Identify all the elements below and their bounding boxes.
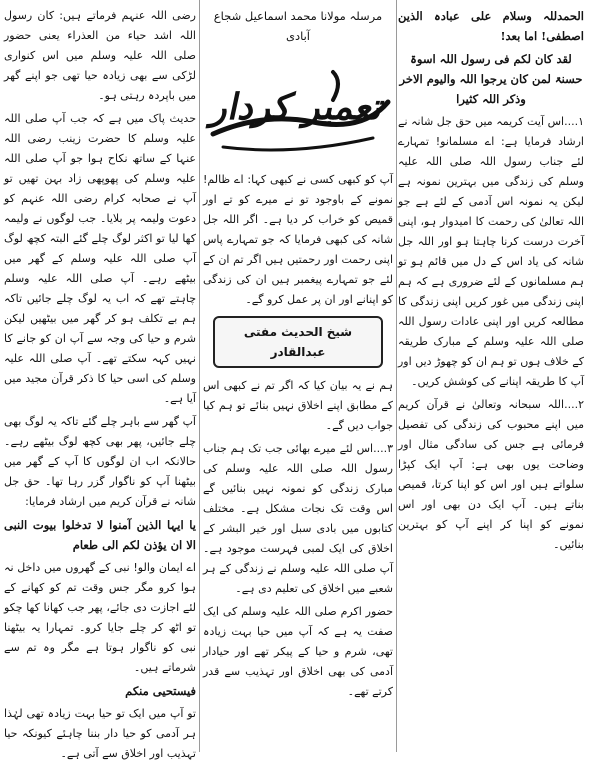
- author-byline: شیخ الحدیث مفتی عبدالقادر: [213, 316, 383, 368]
- quran-verse: فیستحیی منکم: [125, 684, 196, 698]
- column-divider: [199, 0, 200, 752]
- article-title: تعمیر کردار: [207, 86, 389, 128]
- paragraph: حضور اکرم صلی اللہ علیہ وسلم کی ایک صفت یہ ہے کہ آپ میں حیا بہت زیادہ تھی، شرم و حیا کے پیکر تھے اور حیادار آدمی کی بھی اخلاق اور تہذیب سے قدر کرتے تھے۔: [203, 605, 393, 698]
- right-column: [398, 6, 584, 752]
- compiler-credit: مرسلہ مولانا محمد اسماعیل شجاع آبادی: [213, 9, 383, 43]
- paragraph: حدیث پاک میں ہے کہ جب آپ صلی اللہ علیہ وسلم کا حضرت زینب رضی اللہ عنہا کے ساتھ نکاح ہوا جو آپ صلی اللہ علیہ وسلم کی پھوپھی زاد بہن تھیں تو آپ نے صحابہ کرام رضی اللہ عنہم کو دعوت ولیمہ پر بلایا۔ جب لوگوں نے ولیمہ کھا لیا تو اکثر لوگ چلے گئے البتہ کچھ لوگ آپ صلی اللہ علیہ وسلم کے گھر میں بیٹھے رہے۔ آپ صلی اللہ علیہ وسلم چاہتے تھے کہ اب یہ لوگ چلے جائیں تاکہ ہم بے تکلف ہو کر گھر میں بیٹھیں لیکن شرم و حیا کی وجہ سے آپ ان کو جانے کا نہیں کہہ سکتے تھے۔ آپ صلی اللہ علیہ وسلم کی اسی حیا کا ذکر قرآن مجید میں آیا ہے۔: [4, 112, 196, 405]
- paragraph: آپ گھر سے باہر چلے گئے تاکہ یہ لوگ بھی چلے جائیں، پھر بھی کچھ لوگ بیٹھے رہے۔ حالانکہ اب ان لوگوں کا آپ کے گھر میں بیٹھنا آپ کو ناگوار گزر رہا تھا۔ حق جل شانہ نے قرآن کریم میں ارشاد فرمایا:: [4, 415, 196, 508]
- article-title-calligraphy: [203, 52, 393, 162]
- quran-quote: لقد کان لکم فی رسول اللہ اسوۃ حسنۃ لمن کان یرجوا اللہ والیوم الاخر وذکر اللہ کثیرا: [399, 52, 583, 106]
- paragraph: آپ کو کبھی کسی نے کبھی کہا: اے ظالم! نمونے کے باوجود تو نے میرے کو تے اور قمیص کو خراب کر دیا ہے۔ اگر اللہ جل شانہ کی کبھی فرمایا کہ جو تمہارے پاس اپنی رحمت اور رحمتیں ہیں اگر تم ان کے لئے جو تمہارے پیغمبر ہیں ان کی زندگی کو اپنانے اور ان پر عمل کرو گے۔: [203, 173, 393, 306]
- quran-verse: یا ایہا الذین آمنوا لا تدخلوا بیوت النبی الا ان یؤذن لکم الی طعام: [4, 518, 196, 552]
- paragraph: ۲....اللہ سبحانہ وتعالیٰ نے قرآن کریم میں اپنے محبوب کی زندگی کی تفصیل فرمائی ہے جس کی سادگی مثال اور وضاحت یوں بھی ہے: آپ ایک کپڑا سلواتے ہیں اور اس کو اپنا کرتا، قمیص بناتے ہیں۔ آپ ایک دن بھی اور اس نمونے کو اپنا کر اپنے آپ کو بہترین بنائیں۔: [398, 398, 584, 551]
- paragraph: ۳....اس لئے میرے بھائی جب تک ہم جناب رسول اللہ صلی اللہ علیہ وسلم کی مبارک زندگی کو نمونہ نہیں بنائیں گے اس وقت تک نجات مشکل ہے۔ مختلف کتابوں میں بادی سبل اور خیر البشر کے اخلاق کی ایک لمبی فہرست موجود ہے۔ آپ صلی اللہ علیہ وسلم نے زندگی کے ہر شعبے میں اخلاق کی تعلیم دی ہے۔: [203, 442, 393, 595]
- paragraph: ۱....اس آیت کریمہ میں حق جل شانہ نے ارشاد فرمایا ہے: اے مسلمانو! تمہارے لئے جناب رسول اللہ صلی اللہ علیہ وسلم کی زندگی میں بہترین نمونہ ہے لیکن یہ نمونہ اس آدمی کے لئے ہے جو اللہ تعالیٰ کی رحمت کا امیدوار ہو، اپنی آخرت درست کرنا چاہتا ہو اور اللہ جل شانہ کی یاد اس کے دل میں قائم ہو تو ہم مسلمانوں کے لئے ضروری ہے کہ ہم اپنی زندگی میں غور کریں اپنی زندگی کا مطالعہ کریں اور اپنی عادات رسول اللہ صلی اللہ علیہ وسلم کے مبارک طریقہ کے خلاف ہوں تو ہم ان کو چھوڑ دیں اور آپ کا طریقہ اپنانے کی کوشش کریں۔: [398, 115, 584, 388]
- paragraph: رضی اللہ عنہم فرماتے ہیں: کان رسول اللہ اشد حیاء من العذراء یعنی حضور صلی اللہ علیہ وسلم میں اس کنواری لڑکی سے بھی زیادہ حیا تھی جو اپنے گھر میں باپردہ رہتی ہو۔: [4, 9, 196, 102]
- left-column: [4, 6, 196, 760]
- middle-column: [203, 6, 393, 752]
- paragraph: ہم نے یہ بیان کیا کہ اگر تم نے کبھی اس کے مطابق اپنے اخلاق نہیں بنائے تو ہم کیا جواب دیں گے۔: [203, 379, 393, 432]
- column-divider: [396, 0, 397, 752]
- paragraph: تو آپ میں ایک تو حیا بہت زیادہ تھی لہٰذا ہر آدمی کو حیا دار بننا چاہئے کیونکہ حیا تہذیب اور اخلاق سے آتی ہے۔: [4, 707, 196, 760]
- paragraph: اے ایمان والو! نبی کے گھروں میں داخل نہ ہوا کرو مگر جس وقت تم کو کھانے کے لئے اجازت دی جائے، پھر جب کھانا کھا چکو تو اٹھ کر چلے جایا کرو۔ تمہارا یہ بیٹھنا نبی کو ناگوار ہوتا ہے مگر وہ تم سے شرماتے ہیں۔: [4, 561, 196, 674]
- salutation: الحمدللہ وسلام علی عبادہ الذین اصطفی! اما بعد!: [398, 9, 584, 43]
